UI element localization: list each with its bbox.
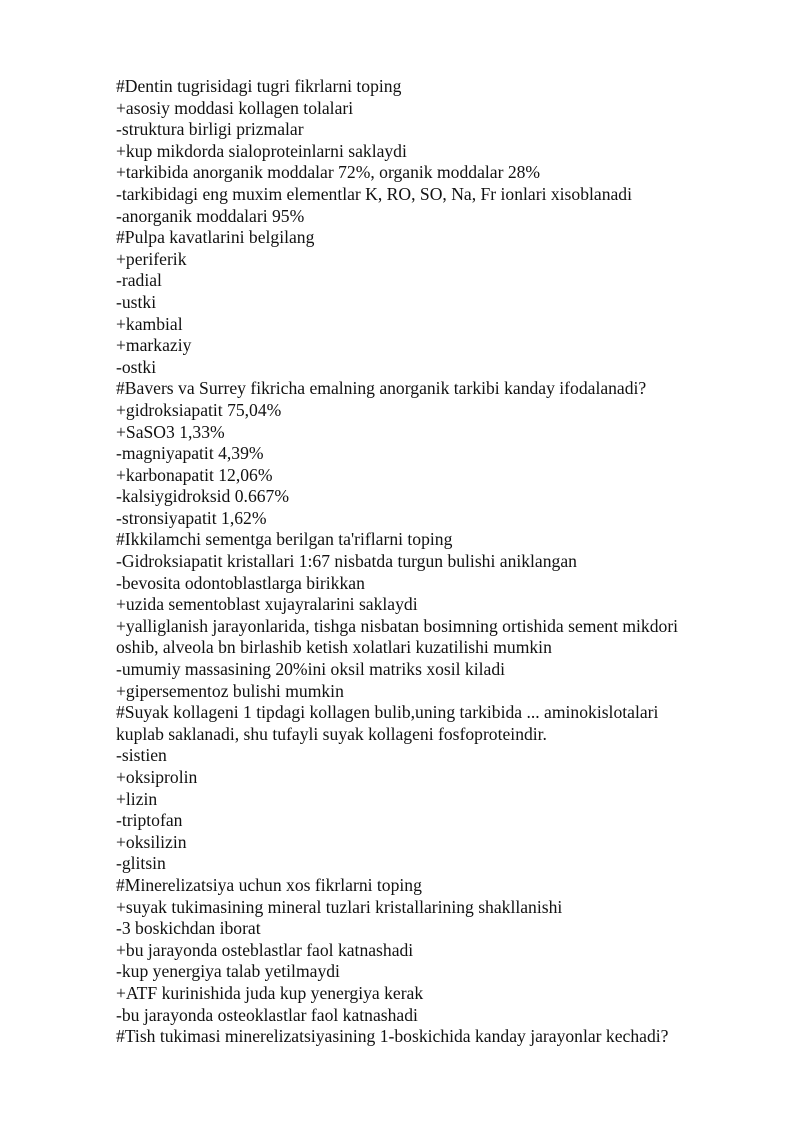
question-line: #Pulpa kavatlarini belgilang (116, 227, 315, 248)
correct-answer-line: +uzida sementoblast xujayralarini saklaydi (116, 594, 418, 615)
question-line: #Bavers va Surrey fikricha emalning anorganik tarkibi kanday ifodalanadi? (116, 378, 647, 399)
wrong-answer-line: -anorganik moddalari 95% (116, 205, 305, 226)
correct-answer-line: +gidroksiapatit 75,04% (116, 399, 282, 420)
correct-answer-line: +kambial (116, 313, 183, 334)
wrong-answer-line: -kup yenergiya talab yetilmaydi (116, 961, 340, 982)
wrong-answer-line: -sistien (116, 745, 167, 766)
correct-answer-line: +yalliglanish jarayonlarida, tishga nisbatan bosimning ortishida sement mikdori (116, 615, 679, 636)
wrong-answer-line: -ostki (116, 356, 157, 377)
correct-answer-line: +periferik (116, 248, 187, 269)
correct-answer-line: +karbonapatit 12,06% (116, 464, 273, 485)
question-line: #Ikkilamchi sementga berilgan ta'riflarni toping (116, 529, 453, 550)
wrong-answer-line: -glitsin (116, 853, 166, 874)
question-line: #Tish tukimasi minerelizatsiyasining 1-boskichida kanday jarayonlar kechadi? (116, 1026, 669, 1047)
correct-answer-line: +kup mikdorda sialoproteinlarni saklaydi (116, 140, 407, 161)
wrong-answer-line: -radial (116, 270, 162, 291)
wrong-answer-line: -magniyapatit 4,39% (116, 443, 264, 464)
continuation-line: kuplab saklanadi, shu tufayli suyak kollageni fosfoproteindir. (116, 723, 547, 744)
wrong-answer-line: -Gidroksiapatit kristallari 1:67 nisbatda turgun bulishi aniklangan (116, 551, 577, 572)
correct-answer-line: +markaziy (116, 335, 192, 356)
correct-answer-line: +SaSO3 1,33% (116, 421, 225, 442)
correct-answer-line: +lizin (116, 788, 158, 809)
wrong-answer-line: -bevosita odontoblastlarga birikkan (116, 572, 365, 593)
correct-answer-line: +oksilizin (116, 831, 187, 852)
wrong-answer-line: -umumiy massasining 20%ini oksil matriks xosil kiladi (116, 659, 506, 680)
correct-answer-line: +ATF kurinishida juda kup yenergiya kerak (116, 982, 424, 1003)
document-text (116, 76, 776, 1048)
wrong-answer-line: -3 boskichdan iborat (116, 918, 261, 939)
wrong-answer-line: -tarkibidagi eng muxim elementlar K, RO, SO, Na, Fr ionlari xisoblanadi (116, 183, 632, 204)
correct-answer-line: +bu jarayonda osteblastlar faol katnashadi (116, 939, 414, 960)
correct-answer-line: +oksiprolin (116, 767, 198, 787)
question-line: #Suyak kollageni 1 tipdagi kollagen bulib,uning tarkibida ... aminokislotalari (116, 702, 659, 723)
wrong-answer-line: -bu jarayonda osteoklastlar faol katnashadi (116, 1004, 418, 1025)
wrong-answer-line: -kalsiygidroksid 0.667% (116, 486, 289, 507)
correct-answer-line: +tarkibida anorganik moddalar 72%, organik moddalar 28% (116, 162, 541, 183)
continuation-line: oshib, alveola bn birlashib ketish xolatlari kuzatilishi mumkin (116, 637, 552, 658)
wrong-answer-line: -struktura birligi prizmalar (116, 119, 304, 140)
wrong-answer-line: -stronsiyapatit 1,62% (116, 507, 267, 528)
correct-answer-line: +gipersementoz bulishi mumkin (116, 680, 344, 701)
correct-answer-line: +asosiy moddasi kollagen tolalari (116, 97, 354, 118)
question-line: #Dentin tugrisidagi tugri fikrlarni toping (116, 76, 402, 96)
correct-answer-line: +suyak tukimasining mineral tuzlari kristallarining shakllanishi (116, 896, 563, 917)
wrong-answer-line: -triptofan (116, 810, 183, 831)
wrong-answer-line: -ustki (116, 291, 157, 312)
question-line: #Minerelizatsiya uchun xos fikrlarni toping (116, 874, 422, 895)
